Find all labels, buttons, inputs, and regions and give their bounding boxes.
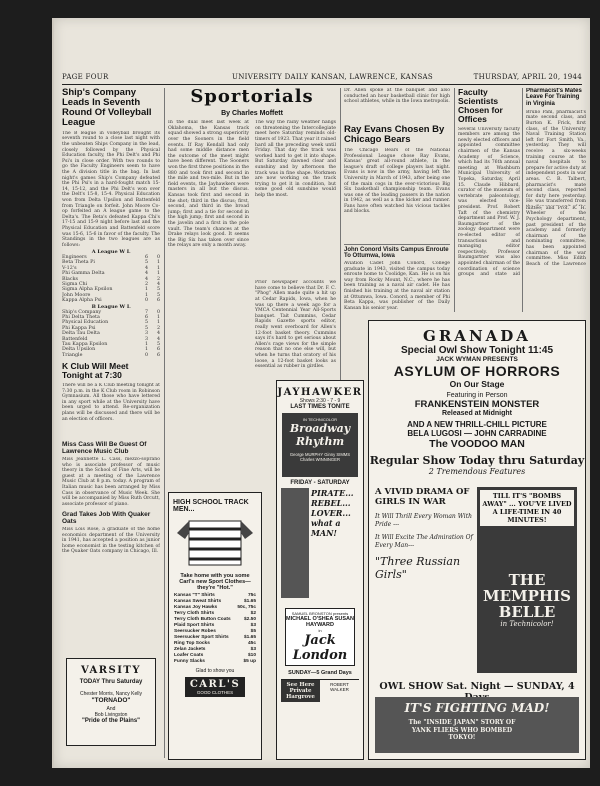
team-name: Engineers [62,254,87,260]
wins: 5 [144,260,148,266]
team-name: Battenfeld [62,336,88,342]
track-glad: Glad to show you [195,668,235,674]
jayhawker-sunday: SUNDAY—5 Grand Days [288,670,352,676]
price-item [174,659,256,665]
team-name: V-12's [62,265,77,271]
wins: 1 [144,341,148,347]
column-rule [164,88,165,758]
sportorials-story-rain: The way the rainy weather hangs on threatening the Intercollegiate meet here Saturday reminds old-timers of 1923. That year it rained hard all the preceding week until Friday. That day the track was worked hard to get it into shape. But Saturday dawned clear and sunshiny and by afternoon the track was in fine shape. Workmen are now working on the track trying to get it in condition, but some good old sunshine would help the most. [255,120,336,198]
item-price: 50c, 75c [237,605,256,610]
team-name: Blacks [62,276,78,282]
team-name: Tau Kappa Epsilon [62,341,108,347]
cass-headline: Miss Cass Will Be Guest Of Lawrence Music Club [62,441,147,456]
jack-london-tagline: PIRATE... REBEL... LOVER... what a MAN! [311,488,354,538]
fighting-mad-tagline: The "INSIDE JAPAN" STORY OF YANK FLIERS WHO BOMBED TOKYO! [408,719,516,741]
conord-headline: John Conord Visits Campus Enroute To Ottumwa, Iowa [344,244,450,259]
team-name: Physical Education [62,320,109,326]
granada-ad [368,320,586,760]
item-name: Plaid Sport Shirts [174,623,215,628]
actor-photo [281,488,309,598]
granada-regular: Regular Show Today thru Saturday [369,454,585,467]
memphis-color: in Technicolor! [500,620,554,628]
team-name: Delta Tau Delta [62,331,100,337]
pharmacist-story: Bruno Pahl, pharmacist's mate second class, and Burton K. Frick, first class, of the University Naval Training Station left for Fort Smith, Va., yesterday. They will receive a six-weeks training course at the naval hospitals to prepare for active duty at independent posts in war areas. C. B. Talbert, pharmacist's mate second class, reported for duty here yesterday. He was transferred from [526,109,586,205]
losses: 4 [156,336,160,342]
item-price: $2.50 [243,617,256,622]
team-name: Sigma Chi [62,281,88,287]
broadway-title: Broadway Rhythm [289,422,351,448]
losses: 6 [156,352,160,358]
team-name: Kappa Alpha Psi [62,298,102,304]
jayhawker-last: LAST TIMES TONITE [290,404,350,410]
a-league-table [62,255,160,304]
varsity-film2: "Pride of the Plains" [81,718,141,724]
losses: 5 [156,292,160,298]
item-name: Loafer Coats [174,653,204,658]
item-name: Seersucker Sport Shirts [174,635,229,640]
item-price: $5 [250,629,256,634]
varsity-and: And [106,706,116,712]
losses: 2 [156,276,160,282]
issue-date: THURSDAY, APRIL 20, 1944 [473,73,582,81]
column-rule [522,88,523,312]
column-faculty [458,88,520,312]
team-name: Beta Theta Pi [62,260,95,266]
price-list [174,593,256,665]
pharmacist-headline: Pharmacist's Mates Leave For Training in Virginia [526,88,582,107]
memphis-belle-poster [477,487,577,673]
wins: 5 [144,320,148,326]
jayhawker-name: JAYHAWKER [277,387,363,398]
varsity-cast2: Bob Livingston [94,712,128,718]
column-volleyball [62,88,160,760]
losses: 5 [156,341,160,347]
item-name: Ring Top Socks [174,641,210,646]
page-number: PAGE FOUR [62,73,109,81]
jack-london-poster [281,488,359,606]
granada-asylum: ASYLUM OF HORRORS [393,363,561,379]
owl-sunday: OWL SHOW Sat. Night — SUNDAY, 4 [379,681,575,692]
faculty-story: Several University faculty members are among the newly elected officers and appointed committee chairmen of the Kansas Academy of Science, which had its 76th annual meeting at Washburn Municipal University of Topeka, Saturday, April 15. Claude Hibbard, curator of the museum of vertebrate paleontology, was elected vice-president. Prof. Robert Taft of the chemistry department and Prof. W. J. Baumgartner of the zoology department were re-elected editor of transactions and managing editor respectively. Professor Baumgartner was also appointed chairman of the coordination of science groups and state aid [458,126,520,277]
granada-jack: JACK WYMAN PRESENTS [436,356,518,363]
wins: 2 [144,281,148,287]
three-russian-girls [375,487,473,673]
item-name: Kansas Joy Hawks [174,605,218,610]
granada-new-picture: AND A NEW THRILL-CHILL PICTURE [407,420,547,429]
losses: 6 [156,347,160,353]
cass-story: Miss Jeannette L. Cass, mezzo-soprano who is associate professor of music theory in the School of Fine Arts, will be guest at a meeting of the Lawrence Music Club at 8 p.m. today. A program of Italian music has been arranged by Miss Cass in observance of Music Week. She will be accompanied by Miss Ruth Orcutt, associate professor of piano. [62,457,160,507]
column-pharmacist [526,88,586,312]
allen-story-end: Dr. Allen spoke at the banquet and also conducted an hour basketball clinic for high school athletes, while in the Iowa metropolis. [344,88,450,105]
team-name: Sigma Alpha Epsilon [62,287,113,293]
item-name: Funny Slacks [174,659,205,664]
jack-london-film: Jack London [292,633,348,663]
memphis-title: THE MEMPHIS BELLE [483,571,571,621]
jack-london-leads: MICHAEL O'SHEA SUSAN HAYWARD [286,616,354,628]
varsity-film: "TORNADO" [91,697,131,704]
sportorials-story: In the dual meet last week at Oklahoma, the Kansas track squad showed a strong superiority over the Sooners in the field events. If Ray Kendall had only had some middle distance men the outcome of the meet might have been different. The Sooners won the first three positions in the 880 and took first and second in the mile and two-mile. But in the field events, the Jayhawkers were masters in all but the discus. Kansas took first and second in the shot; third in the discus; first, second, and third in the broad jump; first and a tie for second in the high jump; first and second in the javelin and a first in the pole vault. The team's chances at the Drake relays look good. It seems the Big Six has taken over since the relays are only a month away. [168,120,249,249]
kclub-story: There will be a K Club meeting tonight at 7:30 p.m. in the K Club room in Robinson Gymnasium. All those who have lettered in any sport while at the University have been urged to attend. Re-organization plans will be discussed and there will be an election of officers. [62,383,160,422]
kclub-headline: K Club Will Meet Tonight at 7:30 [62,361,129,381]
carls-logo [185,677,245,697]
granada-bela: BELA LUGOSI — JOHN CARRADINE [407,429,547,438]
varsity-dates: TODAY Thru Saturday [79,679,143,685]
wins: 0 [144,352,148,358]
russian-title: "Three Russian Girls" [375,555,461,581]
granada-released: Released at Midnight [441,410,512,417]
standings-row [62,353,160,358]
team-name: Phi Kappa Psi [62,325,96,331]
jack-london-card [285,608,355,666]
item-name: Terry Cloth Shirts [174,611,215,616]
granada-monster: FRANKENSTEIN MONSTER [414,399,540,410]
wins: 0 [144,298,148,304]
item-name: Zelan Jackets [174,647,206,652]
wins: 6 [144,254,148,260]
granada-featuring: Featuring in Person [446,392,508,399]
a-league-title: A League W L [91,248,131,255]
item-price: $5 up [243,659,256,664]
losses: 1 [156,271,160,277]
wins: 6 [144,314,148,320]
volleyball-story: The B league in volleyball brought its seventh round to a close last night with the unbeaten Ships Company in the lead, closely followed by the Physical Education faculty, the Phi Delt's and Phi Psi's in close order. With two rounds to go the Faculty Engineers seem to have the A division title in the bag. In last night's games Ship's Company defeated the Phi Psi's in a hard-fought match 15-14, 15-12, and the Phi Delt's won over the Delt's 15-8, 15-4. Physical Education won from Delta Upsilon and Battenfeld from Triangle on forfeit. John Moore Co-op forfeited an A league game to the Delta's. The Beta's defeated Kappa Chi's 17-15 and 15-9 night before last and the Physical Education and Battenfeld score was 15-6, 15-6 in favor of the faculty. The Standings in the two leagues are as follows: [62,130,160,248]
item-price: $1.65 [243,635,256,640]
item-name: Terry Cloth Button Coats [174,617,231,622]
fighting-mad-poster [375,697,579,753]
item-price: $1.65 [243,599,256,604]
hargrove-strip [281,679,359,702]
column-rule [454,88,455,312]
sportorials-headline: Sportorials [190,88,314,107]
wins: 3 [144,331,148,337]
hargrove-star: ROBERT WALKER [330,682,349,692]
jack-london-presents: SAMUEL BRONSTON presents [291,611,349,616]
varsity-ad [66,658,156,746]
losses: 4 [156,281,160,287]
wins: 7 [144,309,148,315]
carls-logo-tag: GOOD CLOTHES [196,690,234,695]
losses: 0 [156,309,160,315]
ray-evans-story: The Chicago Bears of the National Professional League chose Ray Evans, Kansas' great all-round athlete, in the league's draft of college players last night. Evans is now in the army, having left the University in March of 1943, after being one of the main cogs in the ever-victorious Big Six basketball championship team. Evans was one of the leading passers in the nation in 1942, as well as a fine kicker and runner. Fans have often watched his vicious tackles and blocks. [344,147,450,215]
losses: 1 [156,260,160,266]
item-name: Kansas "T" Shirts [174,593,215,598]
item-price: $2 [250,611,256,616]
pharmacist-story-cont: mittee; and Prof. R. H. Wheeler of the Psychology department, past president of the academy and formerly chairman of the nominating committee, has been appointed chairman of the war committee. Miss Edith Beach of the Lawrence [526,205,586,266]
losses: 1 [156,265,160,271]
hargrove-title: See Here Private Hargrove [281,680,320,702]
sportorials-story-allen: Prior newspaper accounts we have come to believe that Dr. F. C. "Phog" Allen made quite a hit up at Cedar Rapids, Iowa, when he was up there a week ago for a YMCA Centennial Year All-Sports banquet. Tait Cummins, Cedar Rapids Gazette sports editor, really went overboard for Allen's 12-foot basket theory. Cummins says it's hard to get serious about Allen's rage views for the simple reason that no one else will, but when he turns that oratory of his loose, a 12-foot basket looks as essential as rubber in girdles. [255,280,336,370]
fighting-mad-title: IT'S FIGHTING MAD! [404,701,550,715]
item-name: Seersucker Robes [174,629,216,634]
track-headline: HIGH SCHOOL TRACK MEN... [173,499,249,513]
losses: 1 [156,314,160,320]
item-name: Kansas Sweat Shirts [174,599,222,604]
wins: 1 [144,287,148,293]
carls-ad [168,492,262,760]
broadway-stars: George MURPHY Ginny SIMMS Charles WINNINGER [289,452,351,462]
varsity-name: VARSITY [80,665,142,676]
newspaper-page [52,18,590,768]
wins: 4 [144,276,148,282]
item-price: $3 [250,623,256,628]
jayhawker-ad [276,380,364,760]
varsity-cast: Chester Morris, Nancy Kelly [80,691,142,697]
paper-title: UNIVERSITY DAILY KANSAN, LAWRENCE, KANSAS [232,73,433,81]
jayhawker-friday: FRIDAY - SATURDAY [290,480,350,486]
team-name: Phi Delta Theta [62,314,100,320]
masthead [62,70,582,85]
volleyball-headline: Ship's Company Leads In Seventh Round Of Volleyball League [62,88,152,128]
conord-story: Aviation Cadet John Conord, College graduate in 1943, visited the campus today enroute home to Coolidge, Kan. He is on his way from Rocky Mount, N.C., where he has been training as a naval air cadet. He has finished his training at the naval air station at Ottumwa, Iowa. Conord, a member of Phi Beta Kappa, was publisher of the Daily Kansan his senior year. [344,260,450,311]
quaker-story: Miss Lois Rose, a graduate of the home economics department of the University in 1941, has accepted a position as junior home economist in the testing kitchen of the Quaker Oats company in Chicago, Ill. [62,527,160,555]
broadway-color: IN TECHNICOLOR [302,417,338,422]
granada-stage: On Our Stage [449,379,505,389]
team-name: Phi Gamma Delta [62,271,105,277]
team-name: Ship's Company [62,309,102,315]
russian-excite: It Will Excite The Admiration Of Every Man--- [375,534,473,549]
wins: 1 [144,347,148,353]
item-price: $3 [250,647,256,652]
wins: 3 [144,336,148,342]
b-league-table [62,310,160,359]
losses: 2 [156,325,160,331]
team-name: John Moore [62,292,91,298]
ray-evans-headline: Ray Evans Chosen By Chicago Bears [344,124,445,145]
losses: 1 [156,320,160,326]
losses: 0 [156,254,160,260]
granada-features: 2 Tremendous Features [428,467,526,476]
losses: 6 [156,298,160,304]
item-price: $10 [247,653,256,658]
shirt-illustration [175,515,255,567]
b-league-title: B League W L [91,303,131,310]
carls-logo-name: CARL'S [189,679,241,690]
team-name: Delta Upsilon [62,347,96,353]
team-name: Triangle [62,352,83,358]
item-price: 75c [247,593,256,598]
faculty-headline: Faculty Scientists Chosen for Offices [458,88,503,124]
jayhawker-shows: Shows 2:30 - 7 - 9 [299,398,341,404]
granada-name: GRANADA [423,327,531,345]
wins: 4 [144,271,148,277]
quaker-headline: Grad Takes Job With Quaker Oats [62,511,151,526]
granada-voodoo: The VOODOO MAN [429,438,525,450]
losses: 5 [156,287,160,293]
wins: 4 [144,265,148,271]
sportorials-byline: By Charles Moffett [221,109,283,117]
wins: 1 [144,292,148,298]
item-price: 45c [247,641,256,646]
russian-vivid: A VIVID DRAMA OF GIRLS IN WAR [375,487,470,507]
granada-owl: Special Owl Show Tonight 11:45 [400,345,554,356]
jack-london-in: in [318,628,322,633]
standings-row [62,287,160,292]
losses: 4 [156,331,160,337]
russian-thrill: It Will Thrill Every Woman With Pride --- [375,513,472,528]
broadway-poster [282,413,358,477]
track-pitch: Take home with you some Carl's new Sport Clothes—they're "Hot." [179,573,251,591]
wins: 5 [144,325,148,331]
memphis-tagline: TILL IT'S "BOMBS AWAY" ... YOU'VE LIVED A LIFE-TIME IN 40 MINUTES! [480,490,574,526]
